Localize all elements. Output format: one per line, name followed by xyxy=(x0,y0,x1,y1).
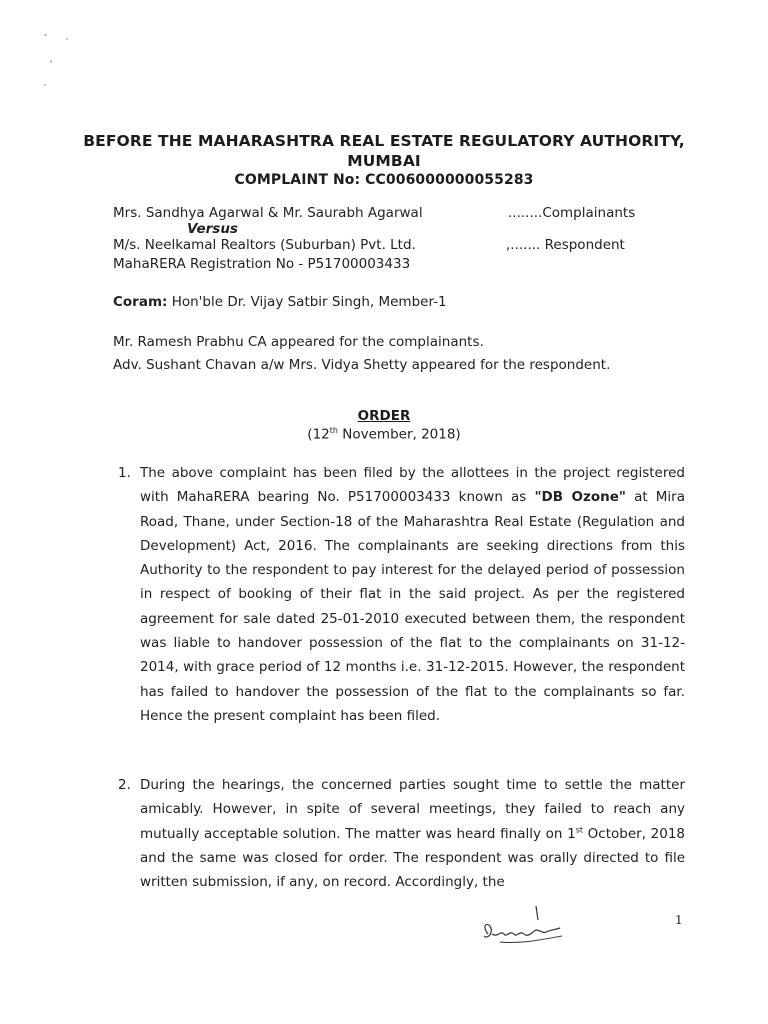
project-name: "DB Ozone" xyxy=(534,489,626,506)
complainants-role: ........Complainants xyxy=(508,205,636,221)
registration-number: MahaRERA Registration No - P51700003433 xyxy=(113,256,411,272)
complaint-number: COMPLAINT No: CC006000000055283 xyxy=(234,172,534,188)
order-date: (12th November, 2018) xyxy=(307,426,461,443)
paragraph-number: 2. xyxy=(118,777,131,793)
authority-heading: BEFORE THE MAHARASHTRA REAL ESTATE REGULATORY AUTHORITY, xyxy=(83,132,685,150)
respondent-name: M/s. Neelkamal Realtors (Suburban) Pvt. Ltd. xyxy=(113,237,416,253)
appearance-complainants: Mr. Ramesh Prabhu CA appeared for the complainants. xyxy=(113,334,484,350)
authority-heading-city: MUMBAI xyxy=(347,152,421,170)
paragraph-1: The above complaint has been filed by the allottees in the project registered with MahaRERA bearing No. P51700003433 known as "DB Ozone" at Mira Road, Thane, under Section-18 of the Maharashtra Real Estate (Regulation and Development) Act, 2016. The complainants are seeking directions from this Authority to the respondent to pay interest for the delayed period of possession in respect of booking of their flat in the said project. As per the registered agreement for sale dated 25-01-2010 executed between them, the respondent was liable to handover possession of the flat to the complainants on 31-12-2014, with grace period of 12 months i.e. 31-12-2015. However, the respondent has failed to handover the possession of the flat to the complainants so far. Hence the present complaint has been filed. xyxy=(140,465,685,724)
respondent-role: ,....... Respondent xyxy=(506,237,625,253)
versus-label: Versus xyxy=(187,221,238,237)
coram-label: Coram: xyxy=(113,294,168,310)
page-number: 1 xyxy=(675,913,683,927)
paragraph-2: During the hearings, the concerned parties sought time to settle the matter amicably. However, in spite of several meetings, they failed to reach any mutually acceptable solution. The matter was heard finally on 1st October, 2018 and the same was closed for order. The respondent was orally directed to file written submission, if any, on record. Accordingly, the xyxy=(140,777,685,891)
order-title: ORDER xyxy=(357,408,411,424)
appearance-respondent: Adv. Sushant Chavan a/w Mrs. Vidya Shetty appeared for the respondent. xyxy=(113,357,611,373)
coram-text: Hon'ble Dr. Vijay Satbir Singh, Member-1 xyxy=(171,294,447,310)
paragraph-number: 1. xyxy=(118,465,131,481)
coram xyxy=(113,294,447,310)
signature-image xyxy=(470,900,580,950)
complainants-names: Mrs. Sandhya Agarwal & Mr. Saurabh Agarwal xyxy=(113,205,423,221)
